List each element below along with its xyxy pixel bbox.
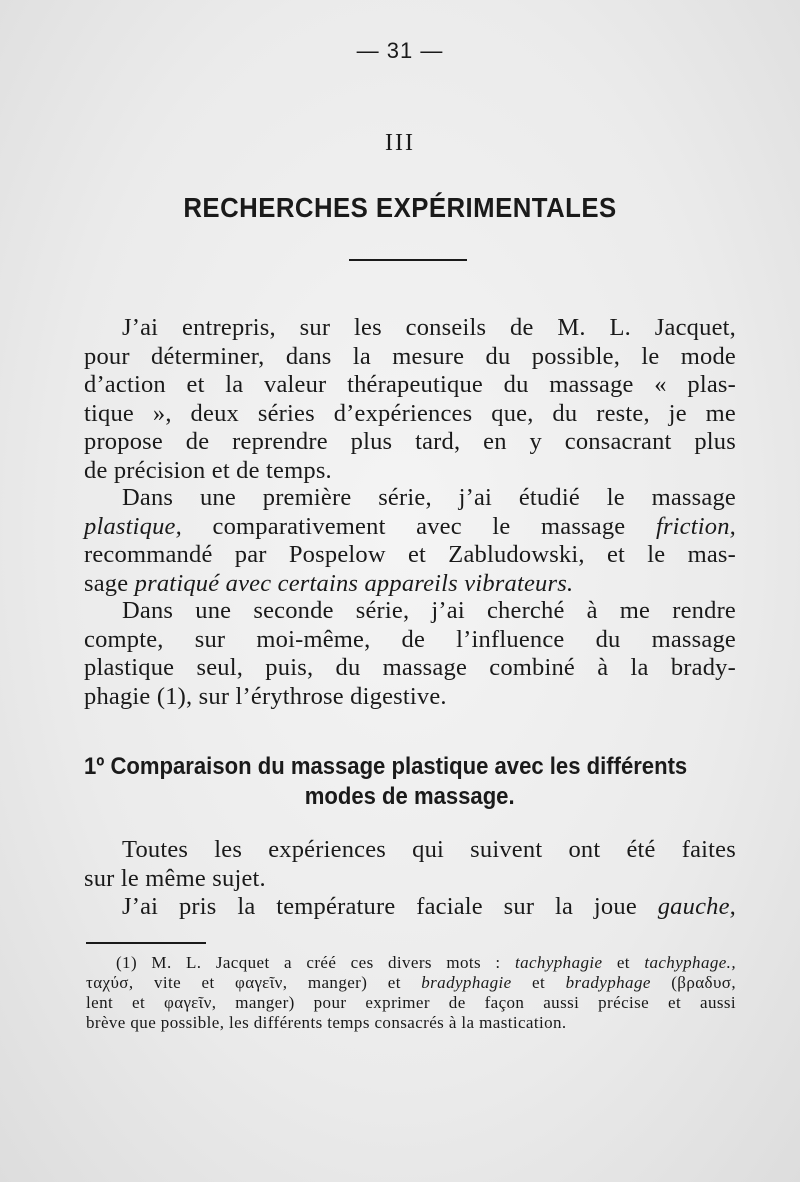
footnote [86, 953, 736, 1033]
text-line [84, 893, 736, 922]
text-line [84, 513, 736, 542]
footnote-line: brève que possible, les différents temps consacrés à la mastication. [86, 1013, 567, 1032]
title-divider [349, 259, 467, 261]
text-line: tique », deux séries d’expériences que, du reste, je me [84, 399, 736, 427]
italic-term: bradyphage [565, 973, 651, 992]
paragraph-intro [84, 314, 736, 485]
text-span: comparativement avec le massage [181, 512, 656, 540]
paragraph-first-series [84, 484, 736, 598]
text-line: Dans une première série, j’ai étudié le massage [122, 484, 736, 511]
text-line: de précision et de temps. [84, 456, 332, 484]
text-span: et [511, 973, 566, 992]
footnote-line [86, 953, 736, 973]
text-line: J’ai entrepris, sur les conseils de M. L. Jacquet, [122, 314, 736, 341]
italic-term: tachyphagie [514, 953, 603, 972]
text-span: (1) M. L. Jacquet a créé ces divers mots : [116, 953, 515, 972]
italic-term: bradyphagie [421, 973, 512, 992]
text-line [84, 570, 736, 599]
paragraph-same-subject [84, 836, 736, 893]
italic-term: pratiqué avec certains appareils vibrateurs. [134, 569, 574, 597]
footnote-line [86, 973, 736, 993]
text-span: J’ai pris la température faciale sur la joue [122, 893, 658, 920]
text-line [84, 371, 736, 400]
text-line: Dans une seconde série, j’ai cherché à me rendre [122, 597, 736, 624]
footnote-divider [86, 942, 206, 944]
footnote-line: lent et φαγεῖν, manger) pour exprimer de façon aussi précise et aussi [86, 993, 736, 1012]
text-line: plastique seul, puis, du massage combiné à la brady- [84, 654, 736, 681]
text-line: propose de reprendre plus tard, en y consacrant plus [84, 428, 736, 455]
text-line: phagie (1), sur l’érythrose digestive. [84, 682, 447, 710]
text-span: d’action et la valeur thérapeutique du massage « plas- [84, 371, 736, 398]
text-span: et [602, 953, 645, 972]
text-line: compte, sur moi-même, de l’influence du massage [84, 625, 736, 653]
paragraph-temperature [84, 893, 736, 922]
section-heading-line: modes de massage. [304, 783, 515, 810]
text-line: recommandé par Pospelow et Zabludowski, et le mas- [84, 541, 736, 568]
text-span: (βραδυσ, [650, 973, 736, 992]
italic-term: gauche, [657, 893, 736, 920]
italic-term: friction, [655, 512, 736, 540]
section-heading [84, 752, 688, 812]
chapter-title: RECHERCHES EXPÉRIMENTALES [183, 192, 617, 223]
text-line: Toutes les expériences qui suivent ont été faites [122, 836, 736, 863]
italic-term: tachyphage., [644, 953, 736, 972]
italic-term: plastique, [84, 512, 182, 540]
text-span: sage [84, 569, 135, 597]
page-number: — 31 — [356, 38, 444, 63]
paragraph-second-series [84, 597, 736, 711]
chapter-numeral: III [385, 130, 415, 156]
text-line: sur le même sujet. [84, 864, 266, 892]
section-heading-line: 1º Comparaison du massage plastique avec les différents [84, 753, 688, 780]
text-span: ταχύσ, vite et φαγεῖν, manger) et [86, 973, 422, 992]
text-line: pour déterminer, dans la mesure du possible, le mode [84, 342, 736, 370]
